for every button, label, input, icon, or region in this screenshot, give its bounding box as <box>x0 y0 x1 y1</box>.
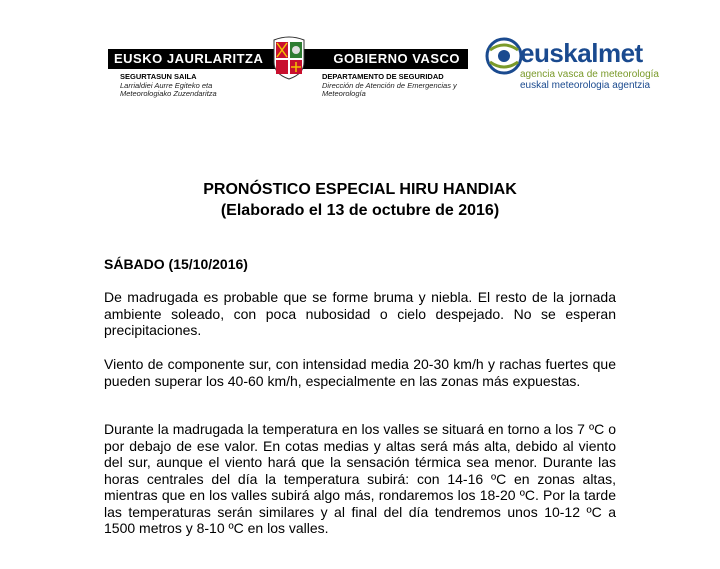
paragraph-wind: Viento de componente sur, con intensidad media 20-30 km/h y rachas fuertes que pueden superar los 40-60 km/h, especialmente en las zonas más expuestas. <box>104 356 616 389</box>
department-spanish <box>322 73 472 99</box>
euskalmet-subtitle-basque: euskal meteorologia agentzia <box>520 80 651 91</box>
euskalmet-name: euskalmet <box>520 38 643 68</box>
department-spanish-subtitle: Dirección de Atención de Emergencias y Meteorología <box>322 80 457 98</box>
gov-name-spanish: GOBIERNO VASCO <box>333 51 460 66</box>
euskalmet-globe-icon <box>484 36 524 76</box>
paragraph-temperature: Durante la madrugada la temperatura en los valles se situará en torno a los 7 ºC o por debajo de ese valor. En cotas medias y altas será más alta, debido al viento del sur, aunque el viento hará que la sensación térmica sea menor. Durante las horas centrales del día la temperatura subirá: con 14-16 ºC en zonas altas, mientras que en los valles subirá algo más, rondaremos los 18-20 ºC. Por la tarde las temperaturas serán similares y al final del día tendremos unos 10-12 ºC a 1500 metros y 8-10 ºC en los valles. <box>104 421 616 536</box>
paragraph-sky: De madrugada es probable que se forme bruma y niebla. El resto de la jornada ambiente soleado, con poca nubosidad o cielo despejado. No se esperan precipitaciones. <box>104 289 616 338</box>
department-basque-title: SEGURTASUN SAILA <box>120 72 197 81</box>
page-title: PRONÓSTICO ESPECIAL HIRU HANDIAK <box>203 181 517 198</box>
day-heading: SÁBADO (15/10/2016) <box>104 256 248 272</box>
basque-coat-of-arms-icon <box>268 36 310 80</box>
department-basque-subtitle: Larrialdiei Aurre Egiteko eta Meteorologiako Zuzendaritza <box>120 80 217 98</box>
department-basque <box>120 73 260 99</box>
euskalmet-subtitle-spanish: agencia vasca de meteorología <box>520 69 659 80</box>
department-spanish-title: DEPARTAMENTO DE SEGURIDAD <box>322 72 444 81</box>
page-subtitle: (Elaborado el 13 de octubre de 2016) <box>220 202 500 219</box>
gov-name-basque: EUSKO JAURLARITZA <box>114 51 264 66</box>
